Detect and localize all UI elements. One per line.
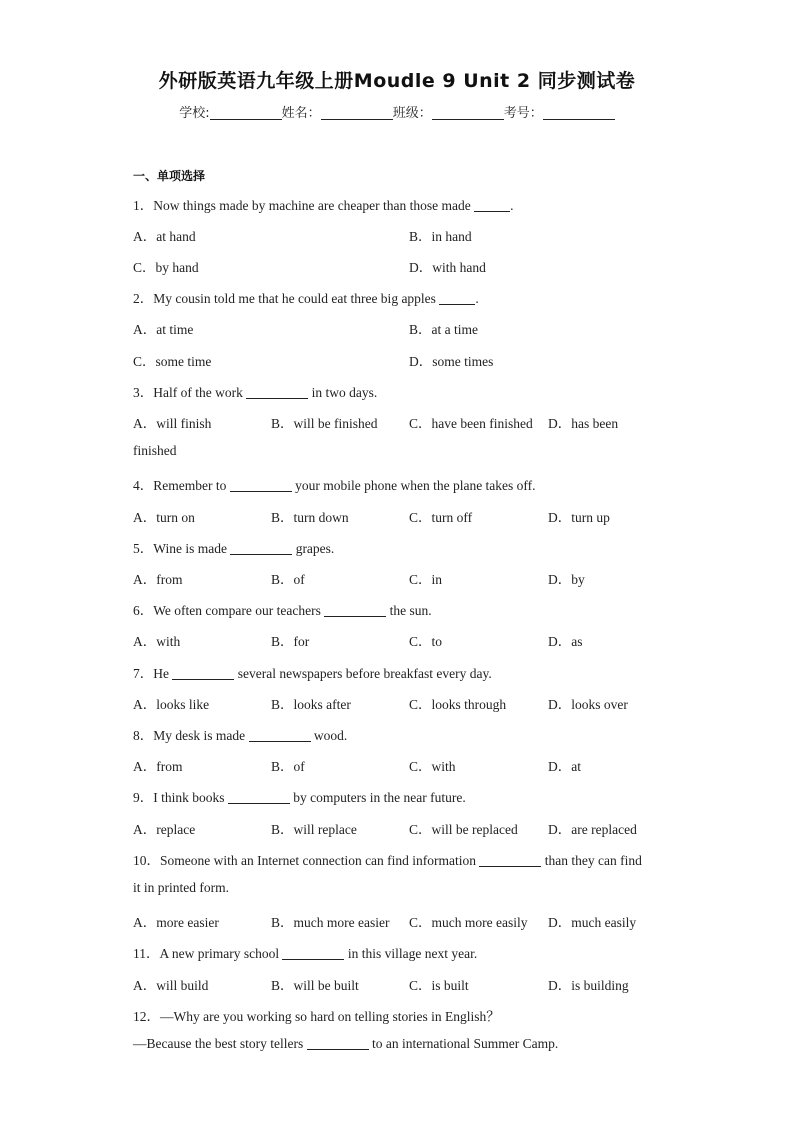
option-c: C．looks through [409, 697, 507, 712]
question-1: 1．Now things made by machine are cheaper than those made . [133, 198, 514, 213]
option-b: B．will replace [271, 822, 357, 837]
exam-number-label: 考号： [503, 106, 543, 121]
option-b: B．looks after [271, 697, 351, 712]
option-d: D．has been [548, 416, 619, 431]
option-b: B．at a time [409, 322, 478, 337]
option-b: B．will be built [271, 978, 359, 993]
question-4: 4．Remember to your mobile phone when the plane takes off. [133, 478, 536, 493]
option-a: A．will build [133, 978, 209, 993]
answer-blank [282, 947, 344, 960]
option-b: B．turn down [271, 510, 349, 525]
answer-blank [230, 542, 292, 555]
option-a: A．at time [133, 322, 194, 337]
question-6: 6．We often compare our teachers the sun. [133, 603, 432, 618]
option-c: C．much more easily [409, 915, 528, 930]
answer-blank [249, 729, 311, 742]
option-c: C．will be replaced [409, 822, 518, 837]
option-c: C．have been finished [409, 416, 533, 431]
option-a: A．looks like [133, 697, 210, 712]
answer-blank [479, 854, 541, 867]
option-c: C．in [409, 572, 443, 587]
school-blank[interactable] [210, 106, 282, 120]
option-d: D．at [548, 759, 581, 774]
name-label: 姓名： [281, 106, 321, 121]
option-b: B．will be finished [271, 416, 378, 431]
option-c: C．to [409, 634, 443, 649]
question-8: 8．My desk is made wood. [133, 728, 348, 743]
option-b: B．of [271, 572, 305, 587]
option-d: D．as [548, 634, 583, 649]
option-b: B．much more easier [271, 915, 390, 930]
option-a: A．more easier [133, 915, 219, 930]
option-d: D．is building [548, 978, 629, 993]
answer-blank [172, 667, 234, 680]
question-12: 12．—Why are you working so hard on telling stories in English？ [133, 1009, 500, 1024]
option-d-wrap: finished [133, 443, 177, 458]
page-title: 外研版英语九年级上册Moudle 9 Unit 2 同步测试卷 [158, 70, 636, 92]
answer-blank [307, 1037, 369, 1050]
answer-blank [474, 199, 510, 212]
exam-number-blank[interactable] [543, 106, 615, 120]
option-d: D．are replaced [548, 822, 637, 837]
option-a: A．turn on [133, 510, 195, 525]
option-c: C．some time [133, 354, 212, 369]
option-b: B．in hand [409, 229, 472, 244]
option-c: C．is built [409, 978, 469, 993]
option-d: D．much easily [548, 915, 637, 930]
answer-blank [246, 386, 308, 399]
option-a: A．from [133, 759, 183, 774]
class-label: 班级： [392, 106, 432, 121]
option-d: D．looks over [548, 697, 628, 712]
option-c: C．with [409, 759, 456, 774]
option-b: B．for [271, 634, 310, 649]
answer-blank [324, 604, 386, 617]
question-9: 9．I think books by computers in the near future. [133, 790, 466, 805]
question-12-line-2: —Because the best story tellers to an international Summer Camp. [133, 1036, 559, 1051]
option-c: C．by hand [133, 260, 199, 275]
answer-blank [230, 479, 292, 492]
option-a: A．at hand [133, 229, 196, 244]
name-blank[interactable] [321, 106, 393, 120]
option-a: A．from [133, 572, 183, 587]
option-d: D．some times [409, 354, 494, 369]
class-blank[interactable] [432, 106, 504, 120]
question-5: 5．Wine is made grapes. [133, 541, 335, 556]
option-d: D．by [548, 572, 585, 587]
option-a: A．with [133, 634, 181, 649]
question-10: 10．Someone with an Internet connection can find information than they can find [133, 853, 642, 868]
section-heading: 一、单项选择 [133, 169, 206, 183]
question-11: 11．A new primary school in this village next year. [133, 946, 478, 961]
question-2: 2．My cousin told me that he could eat three big apples . [133, 291, 479, 306]
student-info-line [0, 102, 794, 121]
school-label: 学校: [179, 106, 210, 121]
option-a: A．replace [133, 822, 196, 837]
question-3: 3．Half of the work in two days. [133, 385, 378, 400]
question-7: 7．He several newspapers before breakfast every day. [133, 666, 492, 681]
option-c: C．turn off [409, 510, 473, 525]
question-10-wrap: it in printed form. [133, 880, 229, 895]
option-a: A．will finish [133, 416, 212, 431]
answer-blank [228, 791, 290, 804]
option-b: B．of [271, 759, 305, 774]
option-d: D．with hand [409, 260, 486, 275]
option-d: D．turn up [548, 510, 610, 525]
answer-blank [439, 292, 475, 305]
